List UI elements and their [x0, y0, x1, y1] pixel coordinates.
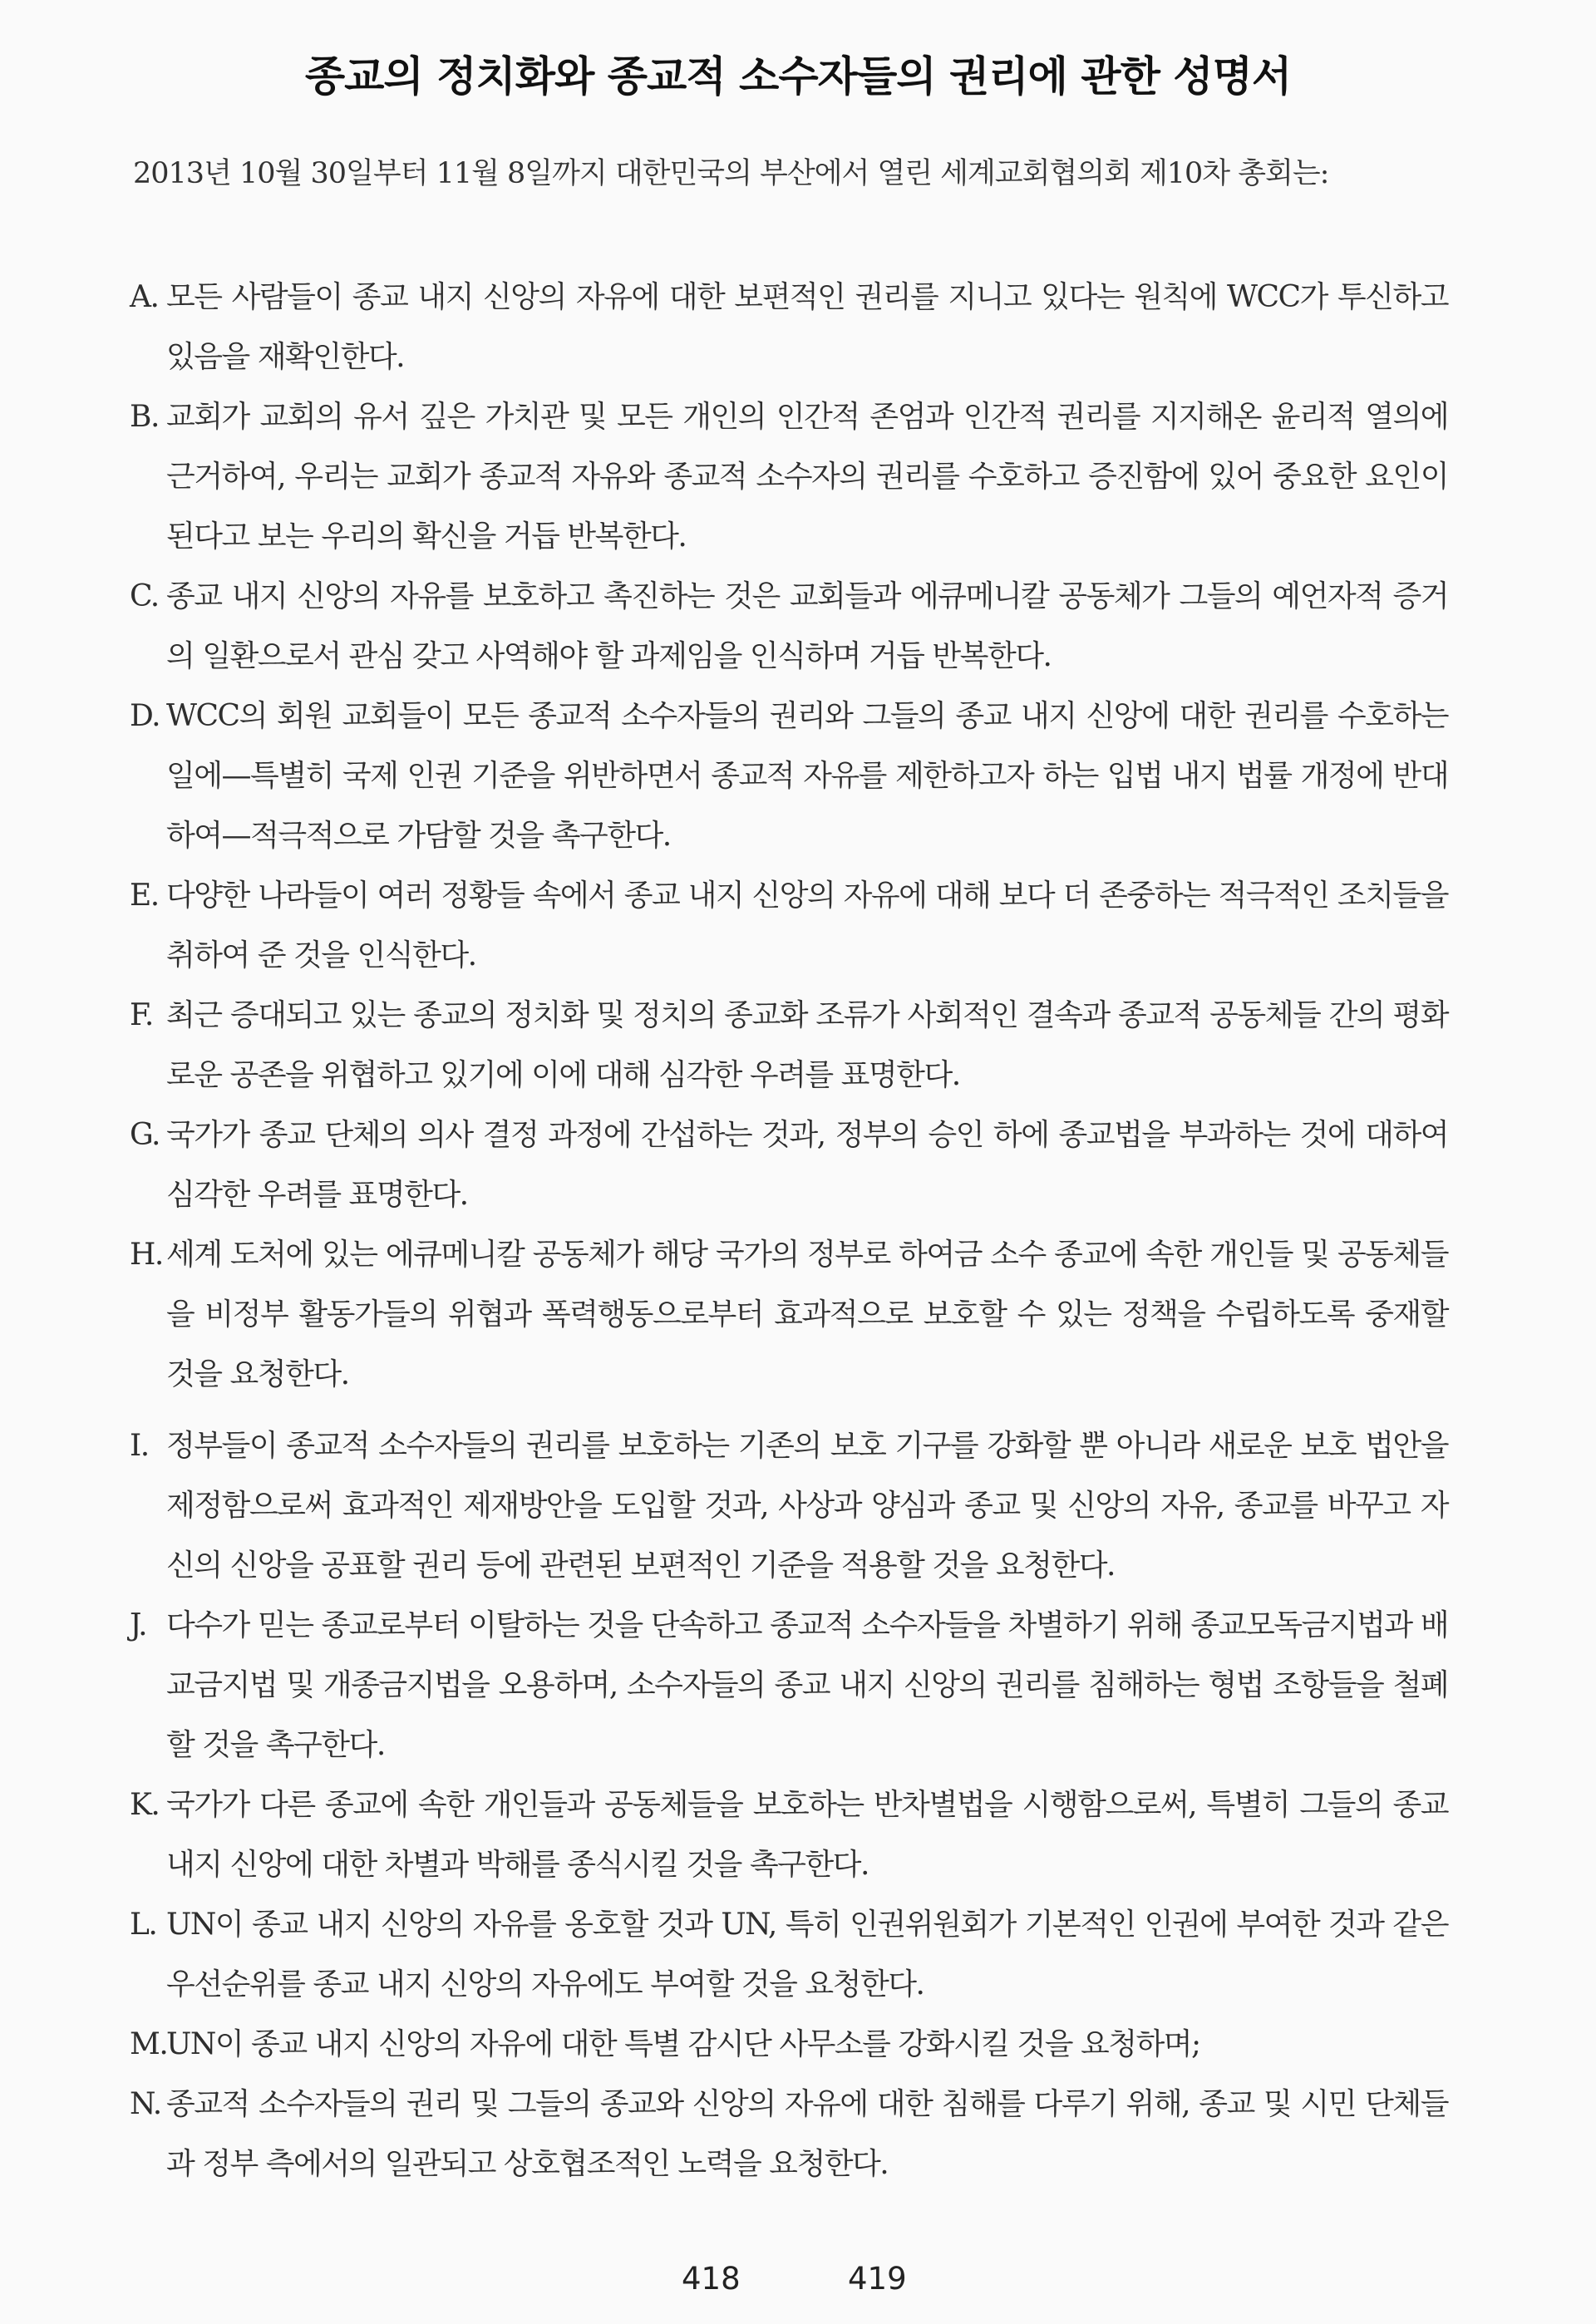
page-number-right: 419 [848, 2261, 907, 2297]
clause-c [130, 567, 1448, 687]
clause-f [130, 986, 1448, 1105]
clause-letter: H. [130, 1238, 163, 1272]
clause-letter: B. [130, 400, 159, 434]
clause-text: 모든 사람들이 종교 내지 신앙의 자유에 대한 보편적인 권리를 지니고 있다는 원칙에 WCC가 투신하고 있음을 재확인한다. [166, 280, 1448, 374]
clause-list [130, 268, 1448, 2194]
clause-n [130, 2075, 1448, 2194]
clause-letter: K. [130, 1788, 160, 1822]
clause-g [130, 1105, 1448, 1225]
clause-letter: L. [130, 1908, 157, 1942]
clause-text: 국가가 다른 종교에 속한 개인들과 공동체들을 보호하는 반차별법을 시행함으로써, 특별히 그들의 종교 내지 신앙에 대한 차별과 박해를 종식시킬 것을 촉구한다. [166, 1788, 1448, 1882]
clause-letter: A. [130, 280, 159, 314]
clause-text: 국가가 종교 단체의 의사 결정 과정에 간섭하는 것과, 정부의 승인 하에 종교법을 부과하는 것에 대하여 심각한 우려를 표명한다. [166, 1118, 1448, 1212]
clause-letter: G. [130, 1118, 160, 1152]
clause-text: 정부들이 종교적 소수자들의 권리를 보호하는 기존의 보호 기구를 강화할 뿐 아니라 새로운 보호 법안을 제정함으로써 효과적인 제재방안을 도입할 것과, 사상과 양심과 종교 및 신앙의 자유, 종교를 바꾸고 자신의 신앙을 공표할 권리 등에 관련된 보편적인 기준을 적용할 것을 요청한다. [166, 1429, 1448, 1583]
clause-letter: E. [130, 879, 159, 913]
clause-d [130, 687, 1448, 866]
clause-e [130, 866, 1448, 986]
page-number-left: 418 [682, 2261, 741, 2297]
clause-text: 세계 도처에 있는 에큐메니칼 공동체가 해당 국가의 정부로 하여금 소수 종교에 속한 개인들 및 공동체들을 비정부 활동가들의 위협과 폭력행동으로부터 효과적으로 보호할 수 있는 정책을 수립하도록 중재할 것을 요청한다. [166, 1238, 1448, 1391]
page-title: 종교의 정치화와 종교적 소수자들의 권리에 관한 성명서 [304, 52, 1292, 101]
clause-text: WCC의 회원 교회들이 모든 종교적 소수자들의 권리와 그들의 종교 내지 신앙에 대한 권리를 수호하는 일에—특별히 국제 인권 기준을 위반하면서 종교적 자유를 제한하고자 하는 입법 내지 법률 개정에 반대하여—적극적으로 가담할 것을 촉구한다. [166, 699, 1448, 853]
clause-letter: I. [130, 1429, 149, 1463]
clause-i [130, 1416, 1448, 1596]
clause-l [130, 1895, 1448, 2015]
clause-j [130, 1596, 1448, 1775]
clause-text: 다수가 믿는 종교로부터 이탈하는 것을 단속하고 종교적 소수자들을 차별하기 위해 종교모독금지법과 배교금지법 및 개종금지법을 오용하며, 소수자들의 종교 내지 신앙의 권리를 침해하는 형법 조항들을 철폐할 것을 촉구한다. [166, 1608, 1448, 1762]
clause-text: 최근 증대되고 있는 종교의 정치화 및 정치의 종교화 조류가 사회적인 결속과 종교적 공동체들 간의 평화로운 공존을 위협하고 있기에 이에 대해 심각한 우려를 표명한다. [166, 998, 1448, 1092]
clause-b [130, 387, 1448, 567]
clause-text: 종교적 소수자들의 권리 및 그들의 종교와 신앙의 자유에 대한 침해를 다루기 위해, 종교 및 시민 단체들과 정부 측에서의 일관되고 상호협조적인 노력을 요청한다. [166, 2087, 1448, 2181]
clause-text: 종교 내지 신앙의 자유를 보호하고 촉진하는 것은 교회들과 에큐메니칼 공동체가 그들의 예언자적 증거의 일환으로서 관심 갖고 사역해야 할 과제임을 인식하며 거듭 반복한다. [166, 579, 1448, 673]
clause-letter: D. [130, 699, 160, 733]
clause-m [130, 2015, 1448, 2075]
clause-letter: F. [130, 998, 153, 1032]
intro-paragraph: 2013년 10월 30일부터 11월 8일까지 대한민국의 부산에서 열린 세계교회협의회 제10차 총회는: [133, 157, 1329, 190]
clause-letter: J. [130, 1608, 147, 1642]
clause-text: UN이 종교 내지 신앙의 자유를 옹호할 것과 UN, 특히 인권위원회가 기본적인 인권에 부여한 것과 같은 우선순위를 종교 내지 신앙의 자유에도 부여할 것을 요청한다. [166, 1908, 1448, 2001]
clause-k [130, 1775, 1448, 1895]
clause-h [130, 1225, 1448, 1405]
clause-letter: C. [130, 579, 159, 613]
clause-a [130, 268, 1448, 387]
clause-text: 다양한 나라들이 여러 정황들 속에서 종교 내지 신앙의 자유에 대해 보다 더 존중하는 적극적인 조치들을 취하여 준 것을 인식한다. [166, 879, 1448, 972]
clause-text: UN이 종교 내지 신앙의 자유에 대한 특별 감시단 사무소를 강화시킬 것을 요청하며; [166, 2027, 1200, 2061]
clause-letter: M. [130, 2027, 168, 2061]
clause-letter: N. [130, 2087, 161, 2121]
clause-text: 교회가 교회의 유서 깊은 가치관 및 모든 개인의 인간적 존엄과 인간적 권리를 지지해온 윤리적 열의에 근거하여, 우리는 교회가 종교적 자유와 종교적 소수자의 권리를 수호하고 증진함에 있어 중요한 요인이 된다고 보는 우리의 확신을 거듭 반복한다. [166, 400, 1448, 554]
